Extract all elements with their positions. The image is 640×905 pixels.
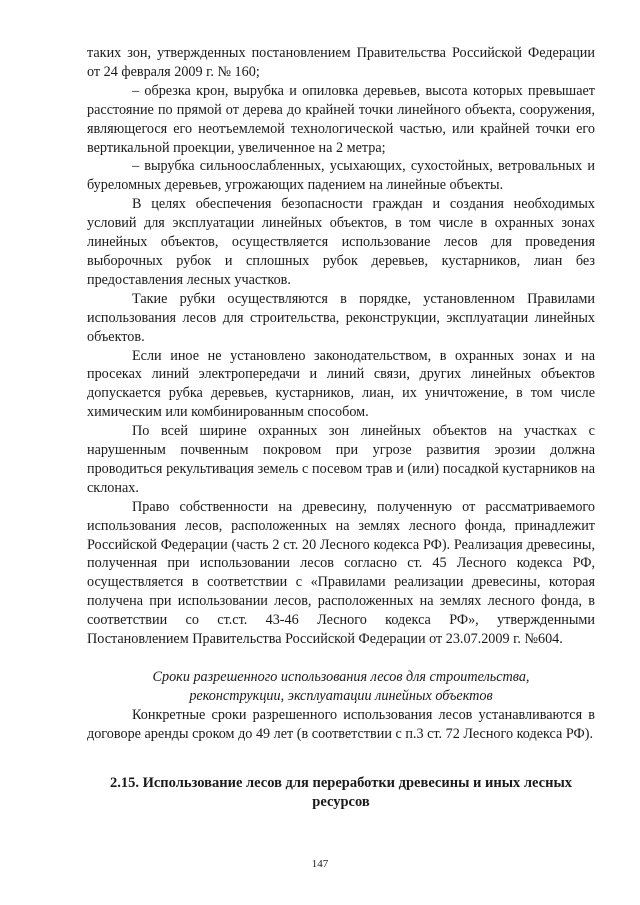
paragraph: Такие рубки осуществляются в порядке, установленном Правилами использования лесов для строительства, реконструкции, эксплуатации линейных объектов. [87,290,595,345]
paragraph: Если иное не установлено законодательством, в охранных зонах и на просеках линий электропередачи и линий связи, других линейных объектов допускается рубка деревьев, кустарников, лиан, их уничтожение, в том числе химическим или комбинированным способом. [87,347,595,421]
paragraph: Конкретные сроки разрешенного использования лесов устанавливаются в договоре аренды сроком до 49 лет (в соответствии с п.3 ст. 72 Лесного кодекса РФ). [87,706,595,742]
body-text [87,44,595,744]
paragraph: – обрезка крон, вырубка и опиловка деревьев, высота которых превышает расстояние по прямой от дерева до крайней точки линейного объекта, сооружения, являющегося его неотъемлемой технологической частью, или крайней точки его вертикальной проекции, увеличенное на 2 метра; [87,82,595,156]
paragraph: таких зон, утвержденных постановлением Правительства Российской Федерации от 24 февраля 2009 г. № 160; [87,45,595,80]
paragraph: По всей ширине охранных зон линейных объектов на участках с нарушенным почвенным покровом при угрозе развития эрозии должна проводиться рекультивация земель с посевом трав и (или) посадкой кустарников на склонах. [87,423,595,496]
paragraph: Право собственности на древесину, полученную от рассматриваемого использования лесов, расположенных на землях лесного фонда, принадлежит Российской Федерации (часть 2 ст. 20 Лесного кодекса РФ). Реализация древесины, полученная при использовании лесов согласно ст. 45 Лесного кодекса РФ, осуществляется в соответствии с «Правилами реализации древесины, которая получена при использовании лесов, расположенных на землях лесного фонда, в соответствии со ст.ст. 43-46 Лесного кодекса РФ», утвержденными Постановлением Правительства Российской Федерации от 23.07.2009 г. №604. [87,498,595,648]
paragraph: – вырубка сильноослабленных, усыхающих, сухостойных, ветровальных и буреломных деревьев, угрожающих падением на линейные объекты. [87,158,595,194]
section-heading: 2.15. Использование лесов для переработки древесины и иных лесных ресурсов [109,775,573,810]
paragraph: В целях обеспечения безопасности граждан и создания необходимых условий для эксплуатации линейных объектов, в том числе в охранных зонах линейных объектов, осуществляется использование лесов для проведения выборочных рубок и сплошных рубок деревьев, кустарников, лиан без предоставления лесных участков. [87,196,595,288]
page-number: 147 [311,858,329,870]
subheading: Сроки разрешенного использования лесов для строительства, реконструкции, эксплуатации линейных объектов [152,669,530,704]
